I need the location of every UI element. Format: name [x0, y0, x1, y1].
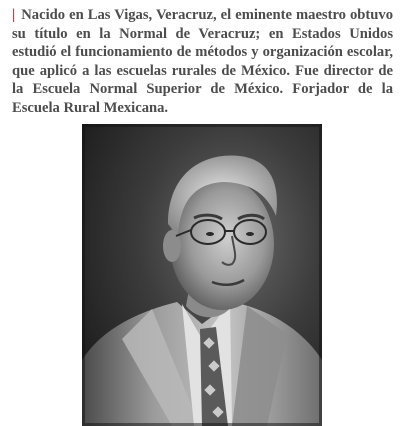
biography-text: Nacido en Las Vigas, Veracruz, el eminente maestro obtuvo su título en la Normal de Veracruz; en Estados Unidos estudió el funcionamiento de métodos y organización escolar, que aplicó a las escuelas rurales de México. Fue director de la Escuela Normal Superior de México. Forjador de la Escuela Rural Mexicana.	[12, 7, 393, 116]
portrait-image	[82, 124, 322, 426]
portrait-photo	[82, 124, 322, 426]
biography-paragraph	[12, 6, 393, 118]
paragraph-marker: |	[12, 7, 16, 23]
